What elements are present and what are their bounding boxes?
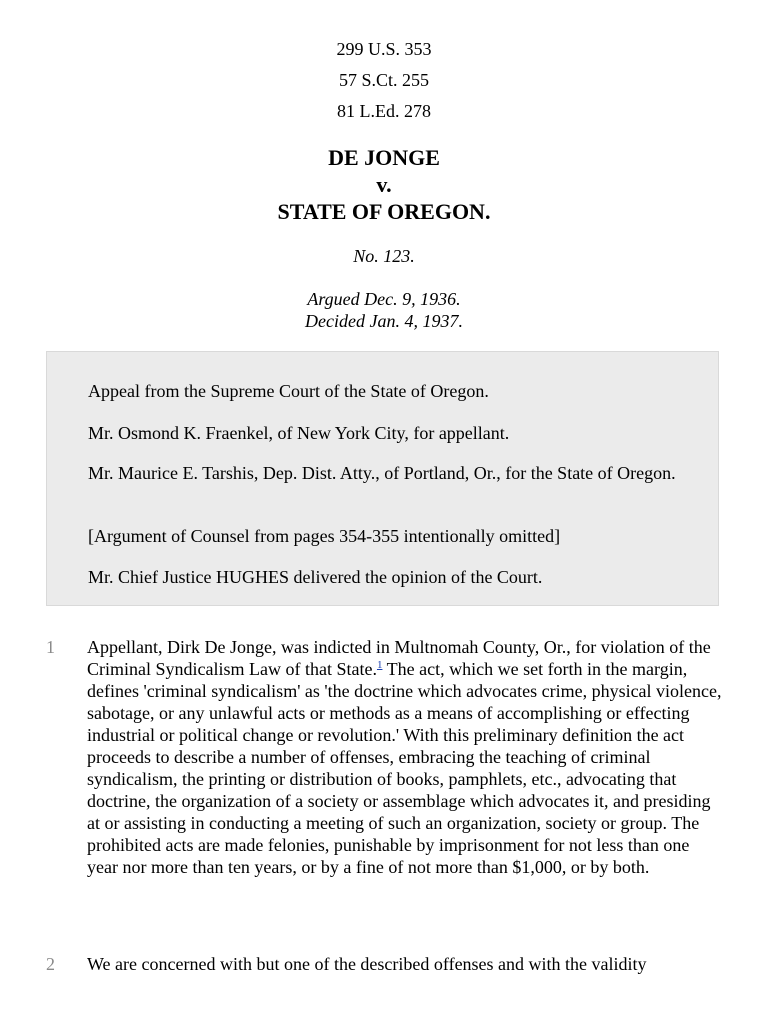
opinion-author: Mr. Chief Justice HUGHES delivered the opinion of the Court. xyxy=(88,567,543,587)
citation-us: 299 U.S. 353 xyxy=(336,39,432,59)
paragraph-number: 2 xyxy=(46,954,55,974)
case-dates xyxy=(0,288,768,332)
counsel-state: Mr. Maurice E. Tarshis, Dep. Dist. Atty., of Portland, Or., for the State of Oregon. xyxy=(88,463,676,483)
appeal-line: Appeal from the Supreme Court of the State of Oregon. xyxy=(88,381,489,401)
citation-led: 81 L.Ed. 278 xyxy=(337,101,431,121)
footnote-link[interactable]: 1 xyxy=(376,659,383,671)
citations xyxy=(0,34,768,127)
case-number: No. 123. xyxy=(353,246,415,266)
paragraph-text: We are concerned with but one of the described offenses and with the validity xyxy=(87,954,647,974)
paragraph-text-part: The act, which we set forth in the margin, defines 'criminal syndicalism' as 'the doctrine which advocates crime, physical violence, sabotage, or any unlawful acts or methods as a means of accomplishing or effecting industrial or political change or revolution.' With this preliminary definition the act proceeds to describe a number of offenses, embracing the teaching of criminal syndicalism, the printing or distribution of books, pamphlets, etc., advocating that doctrine, the organization of a society or assemblage which advocates it, and presiding at or assisting in conducting a meeting of such an organization, society or group. The prohibited acts are made felonies, punishable by imprisonment for not less than one year nor more than ten years, or by a fine of not more than $1,000, or by both. xyxy=(87,659,722,877)
paragraph-text-part: Appellant, Dirk De Jonge, was indicted in Multnomah County, Or., for violation of the Criminal Syndicalism Law of that State. xyxy=(87,637,711,679)
argued-date: Argued Dec. 9, 1936. xyxy=(307,289,461,309)
versus: v. xyxy=(376,172,392,197)
argument-omitted-note: [Argument of Counsel from pages 354-355 intentionally omitted] xyxy=(88,526,561,546)
paragraph-text xyxy=(87,636,723,878)
case-header-box xyxy=(46,351,719,606)
case-title xyxy=(0,144,768,225)
party-appellee: STATE OF OREGON. xyxy=(277,199,491,224)
counsel-appellant: Mr. Osmond K. Fraenkel, of New York City, for appellant. xyxy=(88,423,510,443)
citation-sct: 57 S.Ct. 255 xyxy=(338,70,430,90)
paragraph-number: 1 xyxy=(46,637,55,657)
decided-date: Decided Jan. 4, 1937. xyxy=(305,311,463,331)
party-appellant: DE JONGE xyxy=(328,145,440,170)
